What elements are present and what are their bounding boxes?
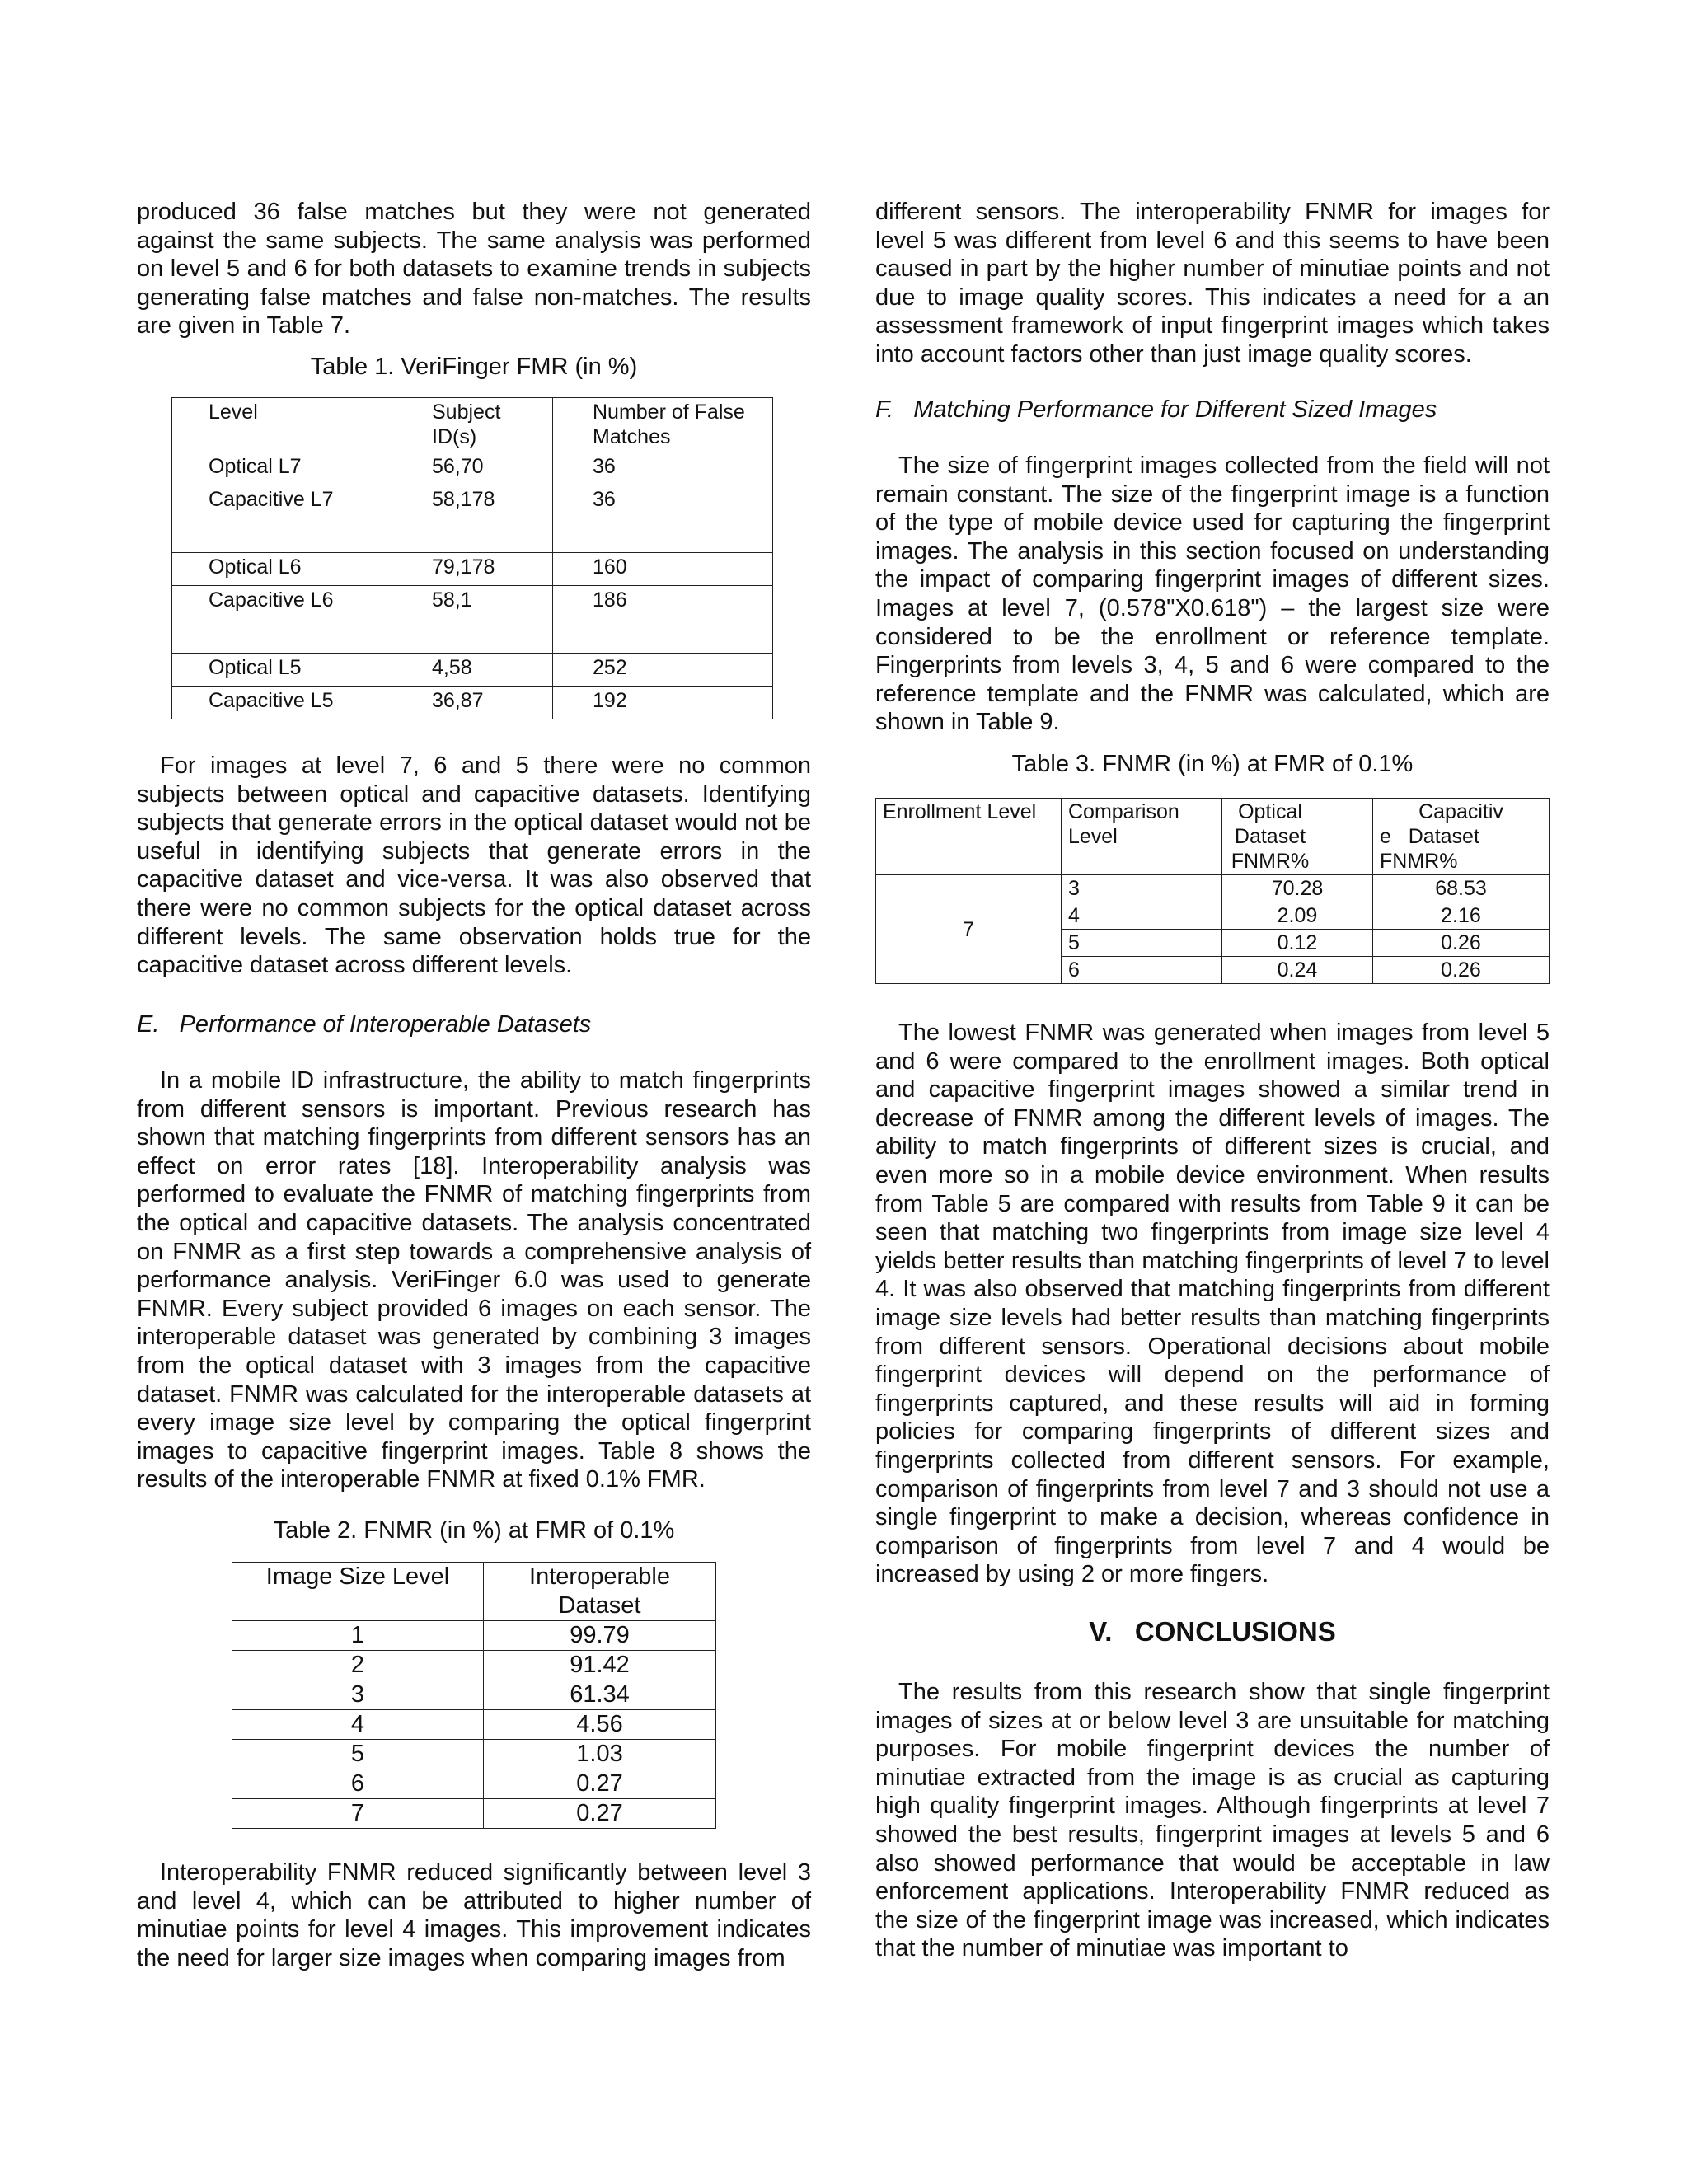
table-cell: 61.34	[484, 1680, 716, 1710]
table-row	[232, 1740, 716, 1769]
table-cell: Optical L7	[172, 452, 392, 485]
table1-caption: Table 1. VeriFinger FMR (in %)	[310, 354, 638, 380]
section-v-heading: V. CONCLUSIONS	[1089, 1616, 1336, 1647]
table-cell: 79,178	[392, 553, 553, 586]
table-header-row	[172, 398, 773, 452]
table-row	[232, 1769, 716, 1799]
table-cell: 58,178	[392, 485, 553, 553]
table-header-cell: Level	[172, 398, 392, 452]
table-row	[232, 1651, 716, 1680]
table-row	[232, 1799, 716, 1829]
table3	[875, 798, 1550, 984]
table-cell: 36	[553, 452, 773, 485]
table-cell: 0.27	[484, 1769, 716, 1799]
table-row	[172, 485, 773, 553]
table-cell: 0.26	[1373, 930, 1550, 957]
table-cell: 6	[1062, 957, 1222, 984]
table-cell: Optical L6	[172, 553, 392, 586]
table-cell: Capacitive L6	[172, 586, 392, 654]
table2	[232, 1562, 716, 1829]
table-row	[172, 687, 773, 719]
table-cell: 0.12	[1222, 930, 1373, 957]
table-row	[876, 875, 1550, 902]
table-row	[172, 586, 773, 654]
table-cell: 4,58	[392, 654, 553, 687]
paragraph-common-subjects: For images at level 7, 6 and 5 there were no common subjects between optical and capacitive datasets. Identifying subjects that generate errors in the optical dataset would not be useful in identifying subjects that generate errors in the capacitive dataset and vice-versa. It was also observed that there were no common subjects for the optical dataset across different levels. The same observation holds true for the capacitive dataset across different levels.	[137, 752, 811, 979]
table-row	[172, 452, 773, 485]
table-header-cell: Comparison Level	[1062, 799, 1222, 875]
section-f-heading: F. Matching Performance for Different Sized Images	[875, 396, 1437, 423]
table-cell: 186	[553, 586, 773, 654]
table-header-row	[876, 799, 1550, 875]
section-e-heading: E. Performance of Interoperable Datasets	[137, 1011, 592, 1038]
table-cell: 5	[1062, 930, 1222, 957]
header-text: Subject ID(s)	[432, 401, 501, 448]
table-cell: 36,87	[392, 687, 553, 719]
table3-caption: Table 3. FNMR (in %) at FMR of 0.1%	[1011, 751, 1414, 777]
table-cell: 0.26	[1373, 957, 1550, 984]
table-cell: 6	[232, 1769, 484, 1799]
table-row	[172, 654, 773, 687]
table-cell: 252	[553, 654, 773, 687]
table-row	[172, 553, 773, 586]
paragraph-lowest-fnmr: The lowest FNMR was generated when images from level 5 and 6 were compared to the enrollment images. Both optical and capacitive fingerprint images showed a similar trend in decrease of FNMR among the different levels of images. The ability to match fingerprints of different sizes is crucial, and even more so in a mobile device environment. When results from Table 5 are compared with results from Table 9 it can be seen that matching two fingerprints from image size level 4 yields better results than matching fingerprints of level 7 to level 4. It was also observed that matching fingerprints from different image size levels had better results than matching fingerprints from different sensors. Operational decisions about mobile fingerprint devices will depend on the performance of fingerprints captured, and these results will aid in forming policies for comparing fingerprints of different sizes and fingerprints collected from different sensors. For example, comparison of fingerprints from level 7 and 3 should not use a single fingerprint to make a decision, whereas confidence in comparison of fingerprints from level 7 and 4 would be increased by using 2 or more fingers.	[875, 1019, 1550, 1588]
table-cell: 160	[553, 553, 773, 586]
table-cell: 70.28	[1222, 875, 1373, 902]
table-row	[232, 1710, 716, 1740]
table-header-cell	[392, 398, 553, 452]
table-cell: 1.03	[484, 1740, 716, 1769]
table-cell: 99.79	[484, 1621, 716, 1651]
table-cell: 36	[553, 485, 773, 553]
header-text: FNMR%	[1380, 850, 1458, 873]
table-header-cell	[553, 398, 773, 452]
table-header-cell: Image Size Level	[232, 1563, 484, 1621]
table-cell: 7	[876, 875, 1062, 984]
table-cell: 56,70	[392, 452, 553, 485]
table-cell: 91.42	[484, 1651, 716, 1680]
paragraph-different-sensors: different sensors. The interoperability FNMR for images for level 5 was different from level 6 and this seems to have been caused in part by the higher number of minutiae points and not due to image quality scores. This indicates a need for a an assessment framework of input fingerprint images which takes into account factors other than just image quality scores.	[875, 199, 1550, 368]
table-header-row	[232, 1563, 716, 1621]
table-cell: 1	[232, 1621, 484, 1651]
table-cell: Capacitive L5	[172, 687, 392, 719]
table-cell: 192	[553, 687, 773, 719]
header-text: Capacitiv	[1418, 800, 1503, 823]
table2-caption: Table 2. FNMR (in %) at FMR of 0.1%	[273, 1517, 675, 1544]
table-cell: 4.56	[484, 1710, 716, 1740]
paragraph-mobile-id: In a mobile ID infrastructure, the ability to match fingerprints from different sensors is important. Previous research has shown that matching fingerprints from different sensors has an effect on error rates [18]. Interoperability analysis was performed to evaluate the FNMR of matching fingerprints from the optical and capacitive datasets. The analysis concentrated on FNMR as a first step towards a comprehensive analysis of performance analysis. VeriFinger 6.0 was used to generate FNMR. Every subject provided 6 images on each sensor. The interoperable dataset was generated by combining 3 images from the optical dataset with 3 images from the capacitive dataset. FNMR was calculated for the interoperable datasets at every image size level by comparing the optical fingerprint images to capacitive fingerprint images. Table 8 shows the results of the interoperable FNMR at fixed 0.1% FMR.	[137, 1067, 811, 1493]
table-cell: Optical L5	[172, 654, 392, 687]
table-cell: 3	[232, 1680, 484, 1710]
table-cell: 5	[232, 1740, 484, 1769]
table-cell: 7	[232, 1799, 484, 1829]
paragraph-false-matches: produced 36 false matches but they were not generated against the same subjects. The same analysis was performed on level 5 and 6 for both datasets to examine trends in subjects generating false matches and false non-matches. The results are given in Table 7.	[137, 199, 811, 340]
table-cell: 68.53	[1373, 875, 1550, 902]
header-text: e Dataset	[1380, 825, 1479, 848]
table-cell: 4	[232, 1710, 484, 1740]
table-cell: Capacitive L7	[172, 485, 392, 553]
table-header-cell	[1222, 799, 1373, 875]
paragraph-interop-reduced: Interoperability FNMR reduced significantly between level 3 and level 4, which can be attributed to higher number of minutiae points for level 4 images. This improvement indicates the need for larger size images when comparing images from	[137, 1859, 811, 1971]
table-cell: 4	[1062, 902, 1222, 930]
paragraph-image-size: The size of fingerprint images collected from the field will not remain constant. The size of the fingerprint image is a function of the type of mobile device used for capturing the fingerprint images. The analysis in this section focused on understanding the impact of comparing fingerprint images of different sizes. Images at level 7, (0.578"X0.618") – the largest size were considered to be the enrollment or reference template. Fingerprints from levels 3, 4, 5 and 6 were compared to the reference template and the FNMR was calculated, which are shown in Table 9.	[875, 452, 1550, 736]
table-row	[232, 1680, 716, 1710]
table-cell: 0.24	[1222, 957, 1373, 984]
table-row	[232, 1621, 716, 1651]
header-text: Number of False Matches	[593, 401, 745, 448]
table-cell: 3	[1062, 875, 1222, 902]
header-text: Optical Dataset FNMR%	[1231, 800, 1310, 873]
table-cell: 0.27	[484, 1799, 716, 1829]
table-header-cell: Enrollment Level	[876, 799, 1062, 875]
table1	[171, 397, 773, 719]
table-header-cell: Interoperable Dataset	[484, 1563, 716, 1621]
table-cell: 2.09	[1222, 902, 1373, 930]
table-header-cell	[1373, 799, 1550, 875]
table-cell: 58,1	[392, 586, 553, 654]
paragraph-conclusions: The results from this research show that single fingerprint images of sizes at or below level 3 are unsuitable for matching purposes. For mobile fingerprint devices the number of minutiae extracted from the image is as crucial as capturing high quality fingerprint images. Although fingerprints at level 7 showed the best results, fingerprint images at levels 5 and 6 also showed performance that would be acceptable in law enforcement applications. Interoperability FNMR reduced as the size of the fingerprint image was increased, which indicates that the number of minutiae was important to	[875, 1679, 1550, 1962]
table-cell: 2	[232, 1651, 484, 1680]
table-cell: 2.16	[1373, 902, 1550, 930]
